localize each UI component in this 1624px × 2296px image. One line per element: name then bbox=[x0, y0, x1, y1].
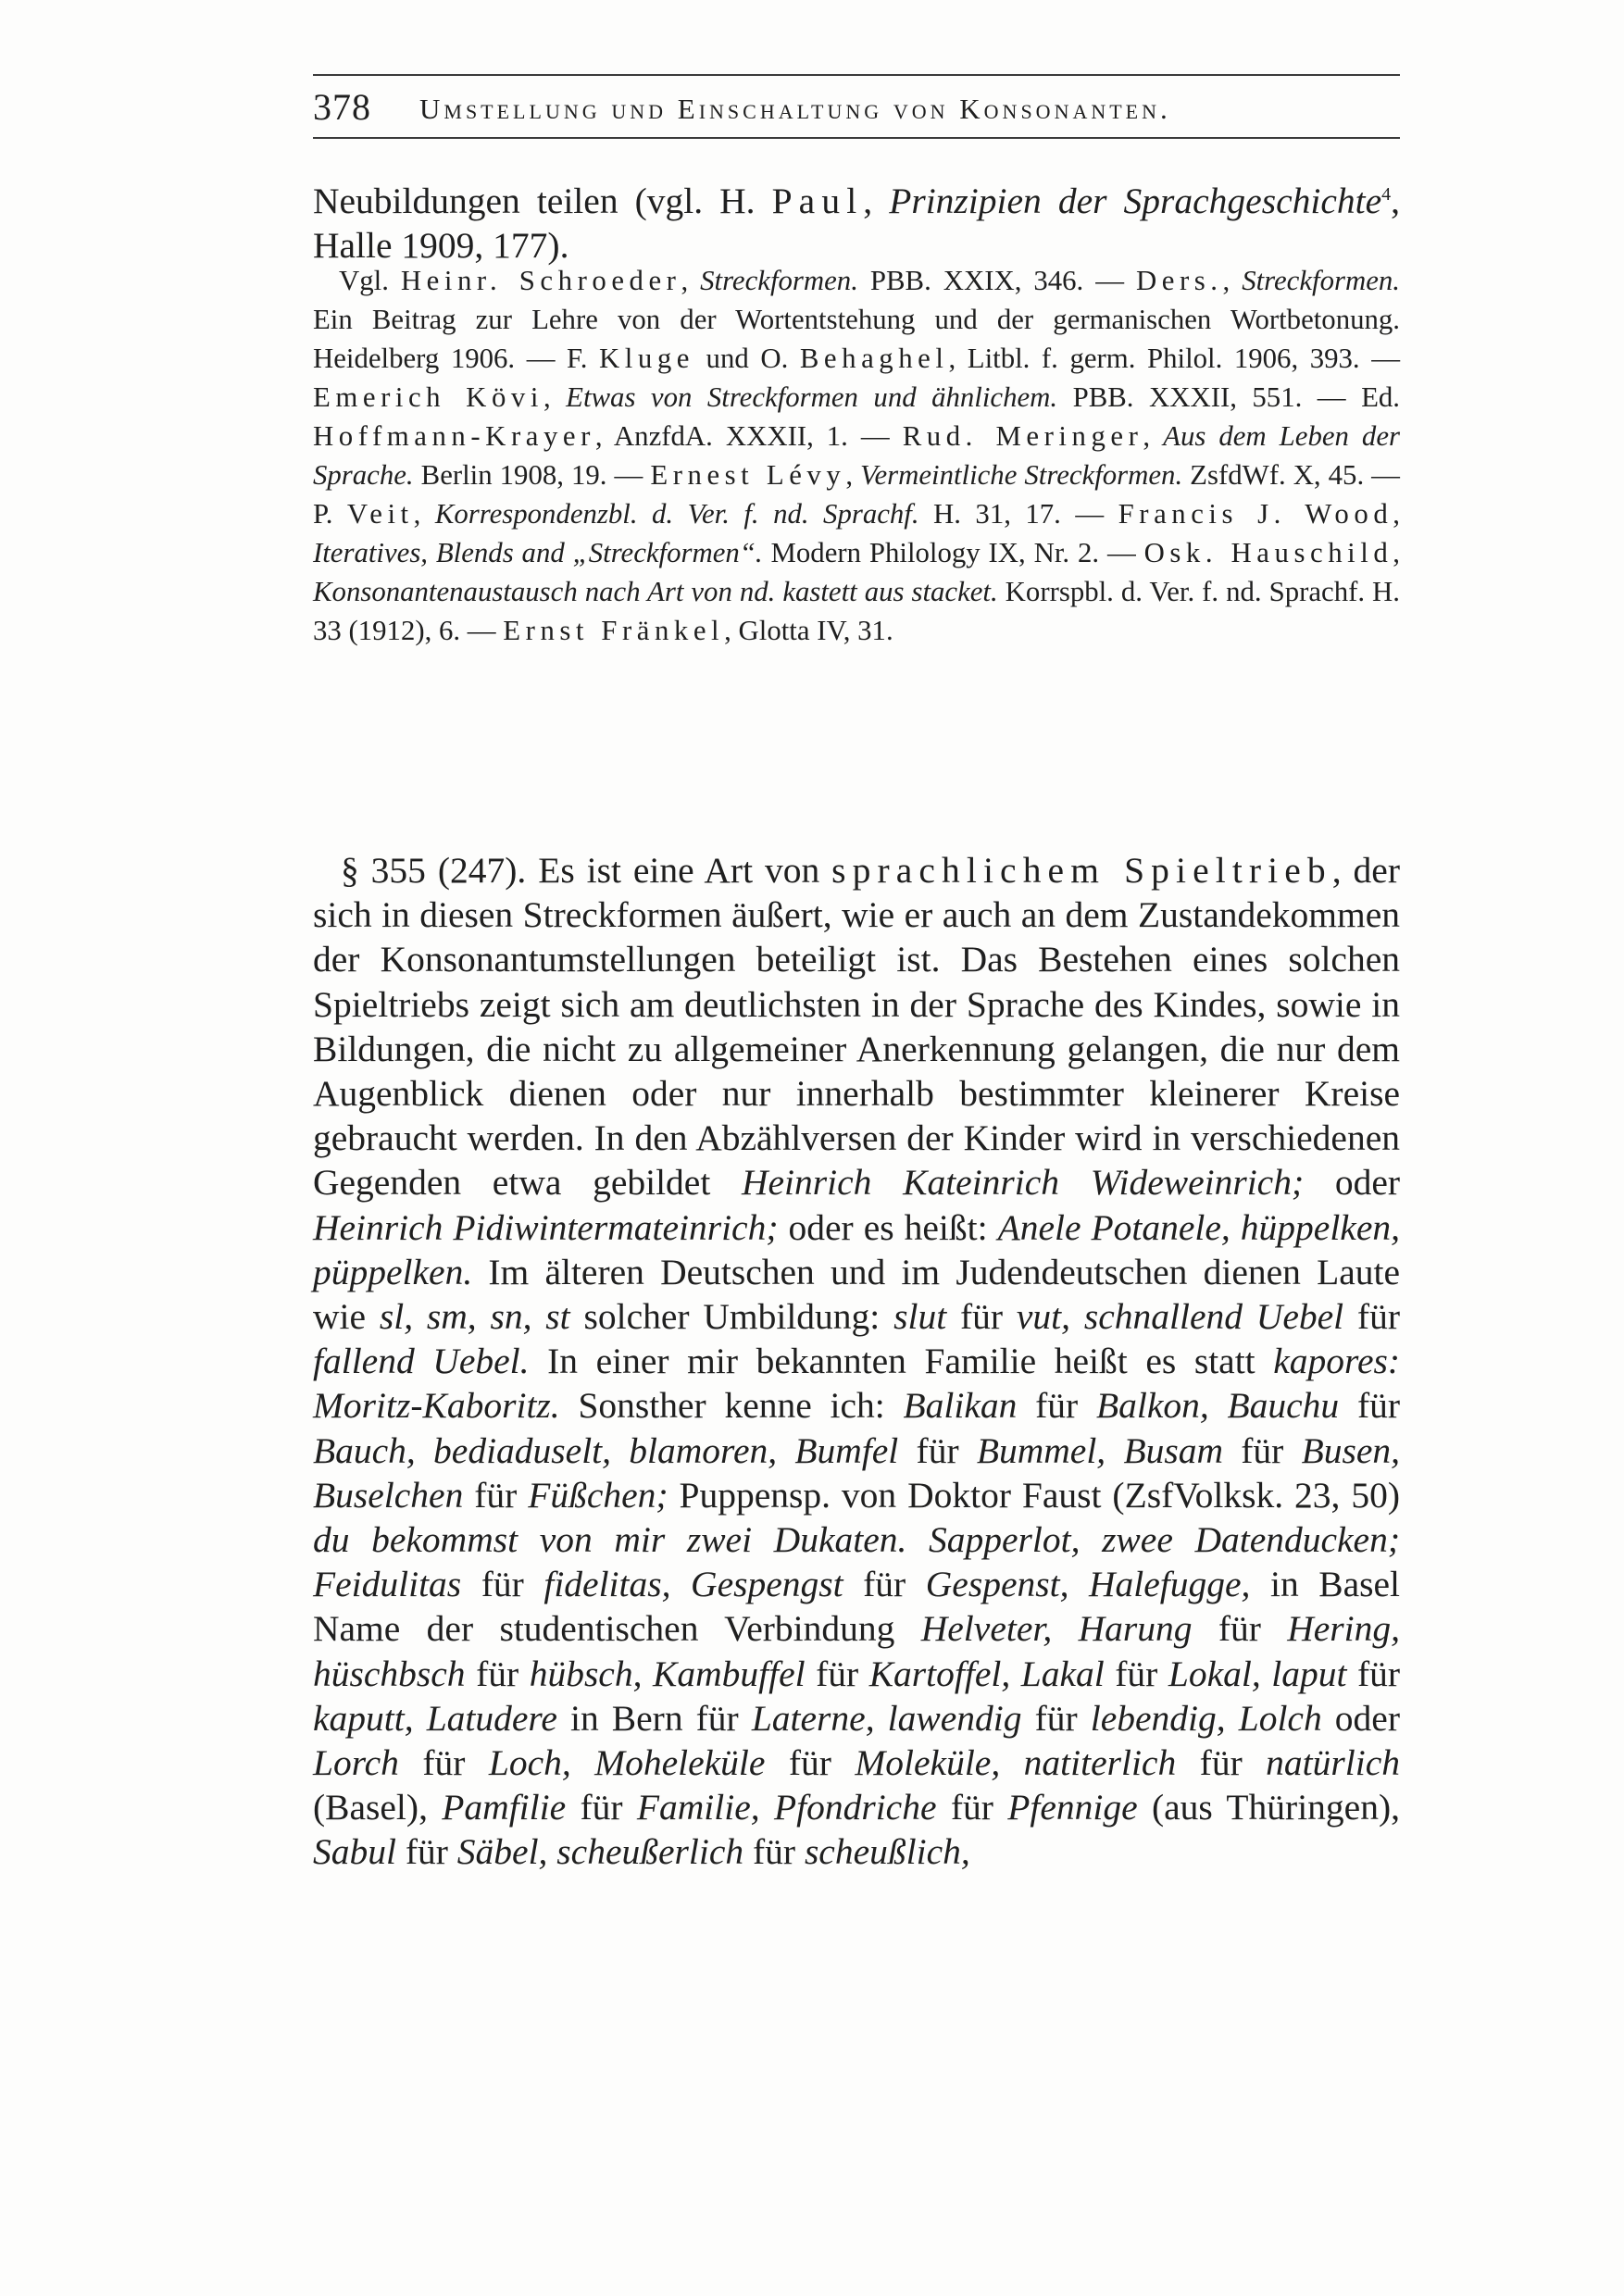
biblio-author: Francis J. Wood bbox=[1118, 498, 1393, 530]
running-title: Umstellung und Einschaltung von Konsonanten. bbox=[419, 93, 1171, 125]
page-number: 378 bbox=[313, 86, 371, 128]
biblio-author: Behaghel bbox=[799, 343, 949, 374]
biblio-author: Emerich Kövi bbox=[313, 381, 543, 413]
biblio-author: Osk. Hauschild bbox=[1143, 537, 1393, 568]
biblio-author: Hoffmann-Krayer bbox=[313, 420, 595, 452]
biblio-author: Rud. Meringer bbox=[902, 420, 1143, 452]
section-text: § 355 (247). Es ist eine Art von sprachlichem Spieltrieb, der sich in diesen Streckformen äußert, wie er auch an dem Zustandekommen der Konsonantumstellungen beteiligt ist. Das Bestehen eines solchen Spieltriebs zeigt sich am deutlichsten in der Sprache des Kindes, sowie in Bildungen, die nicht zu allgemeiner Anerkennung gelangen, die nur dem Augenblick dienen oder nur innerhalb bestimmter kleinerer Kreise gebraucht werden. In den Abzählversen der Kinder wird in verschiedenen Gegenden etwa gebildet Heinrich Kateinrich Wideweinrich; oder Heinrich Pidiwintermateinrich; oder es heißt: Anele Potanele, hüppelken, püppelken. Im älteren Deutschen und im Judendeutschen dienen Laute wie sl, sm, sn, st solcher Umbildung: slut für vut, schnallend Uebel für fallend Uebel. In einer mir bekannten Familie heißt es statt kapores: Moritz-Kaboritz. Sonsther kenne ich: Balikan für Balkon, Bauchu für Bauch, bediaduselt, blamoren, Bumfel für Bummel, Busam für Busen, Buselchen für Füßchen; Puppensp. von Doktor Faust (ZsfVolksk. 23, 50) du bekommst von mir zwei Dukaten. Sapperlot, zwee Datenducken; Feidulitas für fidelitas, Gespengst für Gespenst, Halefugge, in Basel Name der studentischen Verbindung Helveter, Harung für Hering, hüschbsch für hübsch, Kambuffel für Kartoffel, Lakal für Lokal, laput für kaputt, Latudere in Bern für Laterne, lawendig für lebendig, Lolch oder Lorch für Loch, Mohelekülе für Moleküle, natiterlich für natürlich (Basel), Pamfilie für Familie, Pfondriche für Pfennige (aus Thüringen), Sabul für Säbel, scheußerlich für scheußlich, bbox=[313, 850, 1401, 1873]
section-mark: § 355 (247). bbox=[341, 850, 527, 891]
intro-paragraph bbox=[313, 172, 1400, 268]
section-355 bbox=[313, 848, 1400, 1875]
spaced-term: sprachlichem Spieltrieb bbox=[831, 850, 1332, 891]
biblio-author: Veit bbox=[346, 498, 414, 530]
biblio-author: Kluge bbox=[599, 343, 694, 374]
header-top-rule bbox=[313, 74, 1400, 76]
book-title: Prinzipien der Sprachgeschichte bbox=[889, 181, 1382, 222]
biblio-author: Heinr. Schroeder bbox=[400, 265, 681, 296]
biblio-author: Ernest Lévy bbox=[650, 459, 846, 491]
edition-superscript: 4 bbox=[1381, 184, 1392, 205]
header-bottom-rule bbox=[313, 137, 1400, 139]
bibliography-block bbox=[313, 261, 1400, 650]
biblio-author: Ernst Fränkel bbox=[503, 615, 725, 646]
running-header bbox=[313, 85, 1400, 130]
author-name: Paul bbox=[771, 181, 864, 222]
bibliography-text: Vgl. Heinr. Schroeder, Streckformen. PBB. XXIX, 346. — Ders., Streckformen. Ein Beitrag zur Lehre von der Wortentstehung und der germanischen Wortbetonung. Heidelberg 1906. — F. Kluge und O. Behaghel, Litbl. f. germ. Philol. 1906, 393. — Emerich Kövi, Etwas von Streckformen und ähnlichem. PBB. XXXII, 551. — Ed. Hoffmann-Krayer, AnzfdA. XXXII, 1. — Rud. Meringer, Aus dem Leben der Sprache. Berlin 1908, 19. — Ernest Lévy, Vermeintliche Streckformen. ZsfdWf. X, 45. — P. Veit, Korrespondenzbl. d. Ver. f. nd. Sprachf. H. 31, 17. — Francis J. Wood, Iteratives, Blends and „Streckformen“. Modern Philology IX, Nr. 2. — Osk. Hauschild, Konsonantenaustausch nach Art von nd. kastett aus stacket. Korrspbl. d. Ver. f. nd. Sprachf. H. 33 (1912), 6. — Ernst Fränkel, Glotta IV, 31. bbox=[313, 265, 1400, 646]
biblio-author: Ders. bbox=[1135, 265, 1223, 296]
intro-text: Neubildungen teilen (vgl. H. Paul, Prinzipien der Sprachgeschichte$^4$, Halle 1909, 177). bbox=[313, 181, 1400, 267]
